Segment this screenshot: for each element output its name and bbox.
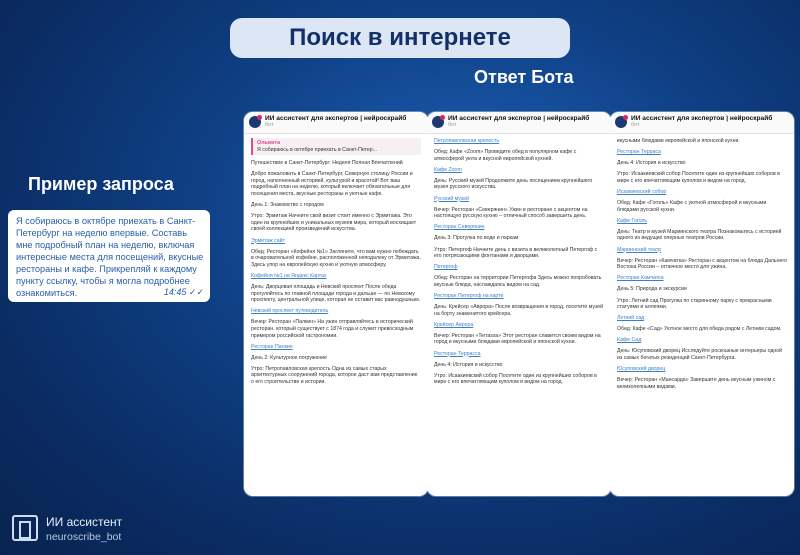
message-link[interactable]: Русский музей [434, 195, 470, 202]
message-paragraph: День 4: История и искусство [434, 361, 503, 368]
message-paragraph: Утро: Петергоф Начните день с визита в великолепный Петергоф с его потрясающими фонтанами и дворцами. [434, 246, 598, 260]
message-body [244, 134, 428, 386]
message-link[interactable]: Ресторан Террасса [434, 350, 481, 357]
message-link[interactable]: Ресторан Петергоф на карте [434, 293, 504, 299]
message-body [610, 134, 794, 390]
message-paragraph: День 4: История и искусство [617, 160, 686, 167]
message-link[interactable]: Кофейня №1 на Яндекс Картах [251, 272, 327, 279]
bot-response-screen-2 [427, 112, 611, 496]
message-paragraph: День 1: Знакомство с городом [251, 202, 324, 209]
bot-answer-label: Ответ Бота [474, 67, 574, 87]
bot-avatar-icon [615, 116, 627, 128]
chat-subtitle: бот [631, 122, 640, 128]
message-paragraph: День: Русский музей Продолжите день посещением крупнейшего музея русского искусства. [434, 177, 593, 191]
bot-response-screen-3 [610, 112, 794, 496]
message-link[interactable]: Петропавловская крепость [434, 138, 500, 144]
brand-name: ИИ ассистент [46, 515, 123, 529]
message-body [427, 134, 611, 386]
message-link[interactable]: Ресторан Терраса [617, 149, 661, 156]
message-link[interactable]: Ресторан Камчатка [617, 275, 664, 282]
message-link[interactable]: Летний сад [617, 315, 645, 322]
message-paragraph: Обед: Ресторан «Кофейня №1» Загляните, что вам нужно побеждать в очаровательной кофейне, расположенной неподалеку от Эрмитажа. Здесь упор на европейскую кухню и уютную атмосферу. [251, 248, 421, 268]
message-paragraph: День: Дворцовая площадь и Невский проспект После обеда прогуляйтесь по главной площади города и дальше — по Невскому проспекту, центральной улице, которая не оставит вас равнодушным. [251, 284, 421, 304]
message-link[interactable]: Ресторан Северянин [434, 224, 485, 231]
message-link[interactable]: Кафе Гоголь [617, 217, 648, 224]
message-paragraph: Вечер: Ресторан «Северянин» Ужин в ресторане с акцентом на настоящую русскую кухню – отличный способ завершить день. [434, 206, 588, 220]
message-link[interactable]: Эрмитаж сайт [251, 237, 285, 244]
message-link[interactable]: Кафе Zoom [434, 166, 462, 173]
chat-header [244, 112, 428, 134]
message-link[interactable]: Исаакиевский собор [617, 188, 667, 195]
message-paragraph: Обед: Ресторан на территории Петергофа Здесь можно попробовать вкусные блюда, наслаждаясь видом на сад. [434, 275, 602, 288]
message-paragraph: Утро: Исаакиевский собор Посетите один из крупнейших соборов в мире с его впечатляющим куполом и видом на город. [434, 372, 597, 386]
message-paragraph: Вечер: Ресторан «Terrassa» Этот ресторан славится своим видом на город и вкусными блюдами европейской и японской кухни. [434, 332, 601, 346]
chat-subtitle: бот [448, 122, 457, 128]
message-paragraph: Вечер: Ресторан «Мансарда» Завершите день вкусным ужином с великолепными видами. [617, 377, 776, 390]
message-paragraph: Вечер: Ресторан «Палкин» На ужин отправляйтесь в исторический ресторан, который существует с 1874 года и служит превосходным примером российской гастрономии. [251, 319, 414, 339]
message-paragraph: Вечер: Ресторан «Камчатка» Ресторан с акцентом на блюда Дальнего Востока России – отличное место для ужина. [617, 257, 787, 271]
bot-avatar-icon [432, 116, 444, 128]
message-paragraph: Утро: Летний сад Прогулка по старинному парку с прекрасными статуями и аллеями. [617, 297, 772, 311]
chat-title: ИИ ассистент для экспертов | нейроскрайб [265, 115, 407, 122]
message-paragraph: День: Крейсер «Аврора» После возвращения в город, посетите музей на борту знаменитого крейсера. [434, 304, 604, 317]
request-message-text: Я собираюсь в октябре приехать в Санкт-Петербург на неделю впервые. Составь мне подробный план на неделю, включая интересные места для посещений, вкусные рестораны и кафе. Прикрепляй к каждому пункту ссылку, чтобы я могла подробнее ознакомиться. [16, 216, 204, 298]
message-paragraph: День: Театр и музей Мариинского театра Познакомьтесь с историей одного из ведущих оперных театров России. [617, 228, 782, 242]
bot-avatar-icon [249, 116, 261, 128]
message-paragraph: Обед: Кафе «Гоголь» Кафе с уютной атмосферой и вкусными блюдами русской кухни. [617, 200, 767, 213]
message-paragraph: Обед: Кафе «Сад» Уютное место для обеда рядом с Летним садом. [617, 326, 782, 333]
message-paragraph: Путешествие в Санкт-Петербург: Неделя Полная Впечатлений [251, 160, 403, 167]
message-paragraph: Утро: Эрмитаж Начните свой визит стоит именно с Эрмитажа. Это один из крупнейших и уникальных музеев мира, который восхищает своей коллекцией произведений искусства. [251, 213, 417, 233]
message-link[interactable]: Ресторан Палкин [251, 343, 293, 350]
message-link[interactable]: Петергоф [434, 264, 458, 271]
message-paragraph: День 3: Прогулка по воде и паркам [434, 235, 519, 242]
message-paragraph: Утро: Исаакиевский собор Посетите один из крупнейших соборов в мире с его впечатляющим куполом и видом на город. [617, 171, 780, 184]
brand-handle: neuroscribe_bot [46, 531, 122, 543]
chat-subtitle: бот [265, 122, 274, 128]
quote-text: Я собираюсь в октябре приехать в Санкт-Петер... [257, 146, 377, 153]
request-message-bubble [8, 210, 210, 302]
chat-header [427, 112, 611, 134]
chat-title: ИИ ассистент для экспертов | нейроскрайб [448, 115, 590, 122]
message-link[interactable]: Мариинский театр [617, 246, 662, 253]
message-paragraph: День 2: Культурное погружение [251, 354, 327, 361]
message-paragraph: вкусными блюдами европейской и японской кухни. [617, 138, 740, 144]
message-paragraph: Утро: Петропавловская крепость Одна из самых старых архитектурных сооружений города, которое даст вам представление о его строительстве и истории. [251, 365, 418, 386]
message-link[interactable]: Невский проспект путеводитель [251, 308, 329, 315]
message-paragraph: Обед: Кафе «Zoom» Проведите обед в популярном кафе с атмосферой уюта и вкусной европейской кухней. [434, 149, 577, 162]
reply-quote [251, 138, 421, 155]
brand-logo-icon [12, 515, 38, 541]
message-paragraph: День 5: Природа и экскурсии [617, 286, 687, 293]
message-link[interactable]: Крейсер Аврора [434, 321, 474, 328]
message-paragraph: День: Юсуповский дворец Исследуйте роскошные интерьеры одной из самых богатых резиденций Санкт-Петербурга. [617, 348, 783, 362]
message-link[interactable]: Юсуповский дворец [617, 366, 666, 373]
request-message-time: 14:45 ✓✓ [163, 287, 204, 297]
bot-response-screen-1 [244, 112, 428, 496]
chat-title: ИИ ассистент для экспертов | нейроскрайб [631, 115, 773, 122]
message-link[interactable]: Кафе Сад [617, 337, 642, 344]
quote-author: Ольвита [257, 140, 281, 146]
page-title: Поиск в интернете [230, 18, 570, 58]
message-paragraph: Добро пожаловать в Санкт-Петербург, Северную столицу России и город, наполненный историей, культурой и красотой! Вот ваш подробный план на неделю, который включает обязательные для посещения места, вкусные рестораны и уютные кафе. [251, 171, 413, 198]
request-label: Пример запроса [28, 174, 174, 194]
chat-header [610, 112, 794, 134]
